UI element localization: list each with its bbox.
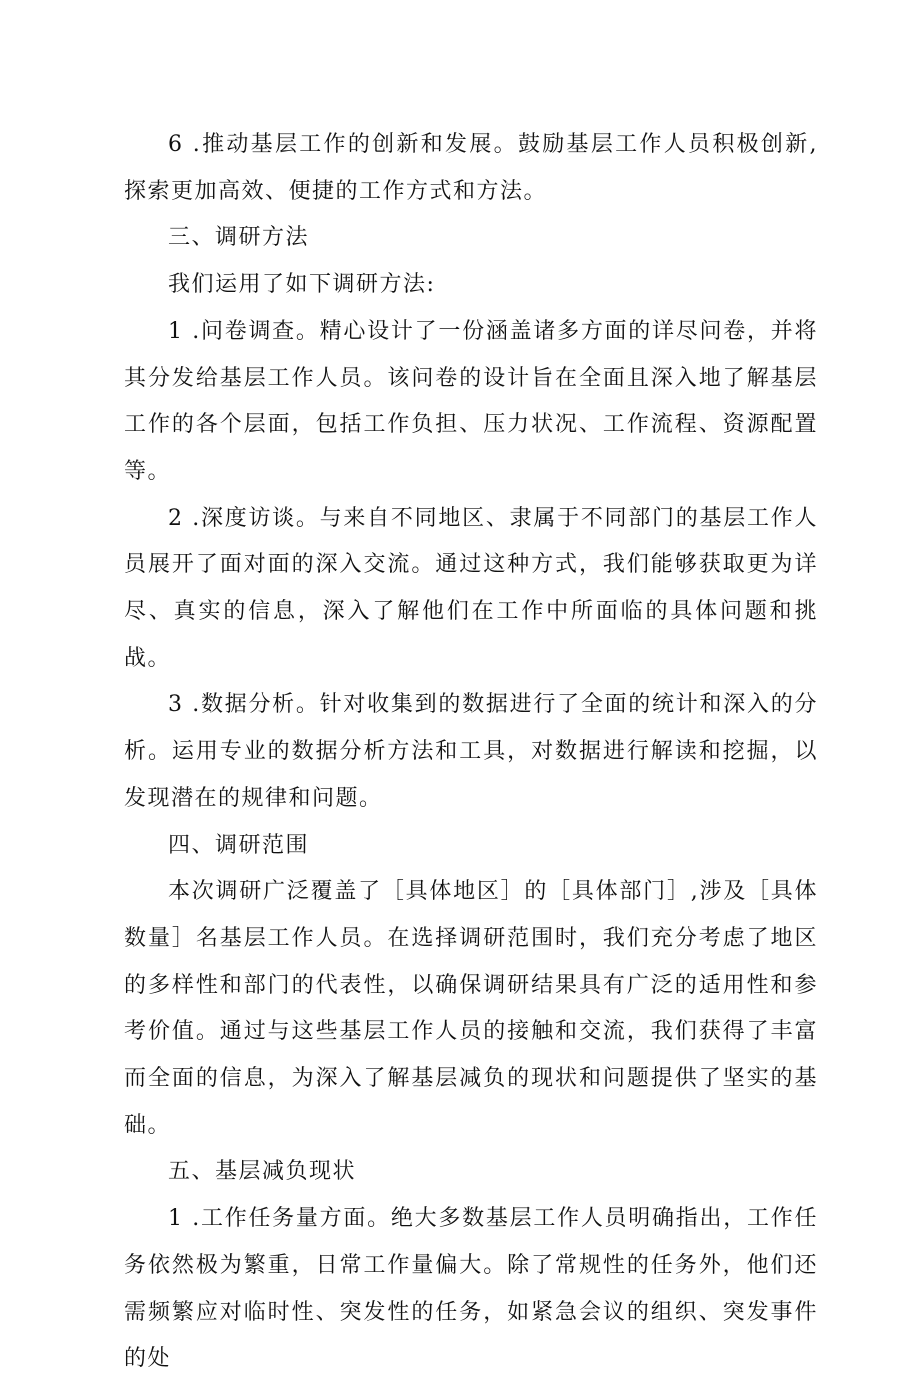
document-body [124, 122, 818, 1383]
paragraph-item-data-analysis: 3 .数据分析。针对收集到的数据进行了全面的统计和深入的分析。运用专业的数据分析方法和工具，对数据进行解读和挖掘，以发现潜在的规律和问题。 [124, 692, 818, 811]
paragraph-item-questionnaire: 1 .问卷调查。精心设计了一份涵盖诸多方面的详尽问卷，并将其分发给基层工作人员。该问卷的设计旨在全面且深入地了解基层工作的各个层面，包括工作负担、压力状况、工作流程、资源配置等。 [124, 318, 818, 484]
section-heading-research-methods: 三、调研方法 [168, 225, 310, 251]
paragraph-scope: 本次调研广泛覆盖了［具体地区］的［具体部门］,涉及［具体数量］名基层工作人员。在选择调研范围时，我们充分考虑了地区的多样性和部门的代表性，以确保调研结果具有广泛的适用性和参考价值。通过与这些基层工作人员的接触和交流，我们获得了丰富而全面的信息，为深入了解基层减负的现状和问题提供了坚实的基础。 [124, 879, 818, 1138]
paragraph-item-interview: 2 .深度访谈。与来自不同地区、隶属于不同部门的基层工作人员展开了面对面的深入交流。通过这种方式，我们能够获取更为详尽、真实的信息，深入了解他们在工作中所面临的具体问题和挑战。 [124, 505, 818, 671]
paragraph-item-6-innovation: 6 .推动基层工作的创新和发展。鼓励基层工作人员积极创新,探索更加高效、便捷的工作方式和方法。 [124, 132, 818, 204]
section-heading-research-scope: 四、调研范围 [168, 832, 310, 858]
paragraph-item-workload: 1 .工作任务量方面。绝大多数基层工作人员明确指出，工作任务依然极为繁重，日常工作量偏大。除了常规性的任务外，他们还需频繁应对临时性、突发性的任务，如紧急会议的组织、突发事件的处 [124, 1206, 818, 1372]
paragraph-methods-intro: 我们运用了如下调研方法: [168, 272, 436, 298]
section-heading-current-status: 五、基层减负现状 [168, 1159, 357, 1185]
